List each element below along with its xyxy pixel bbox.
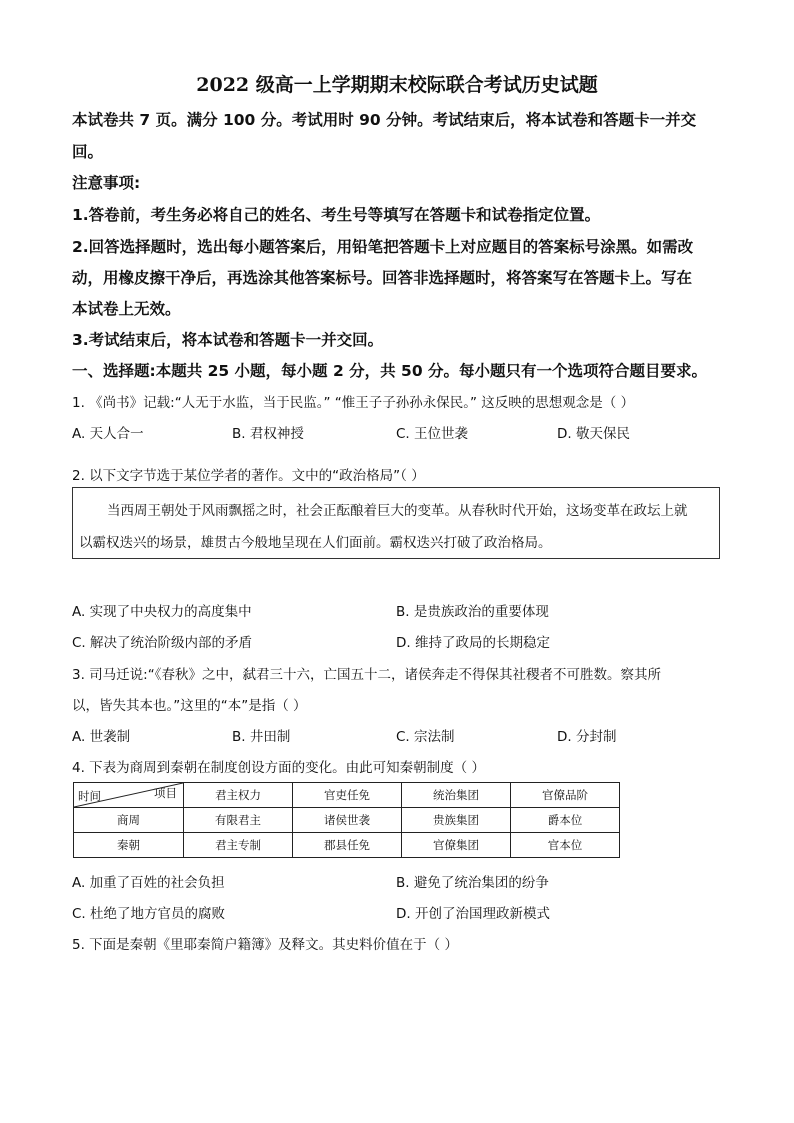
question-2-option-a[interactable]: A. 实现了中央权力的高度集中 — [72, 604, 252, 620]
section-1-heading: 一、选择题:本题共 25 小题，每小题 2 分，共 50 分。每小题只有一个选项符合题目要求。 — [72, 362, 708, 380]
question-1-option-c[interactable]: C. 王位世袭 — [396, 426, 469, 442]
table-cell: 郡县任免 — [293, 833, 402, 858]
question-4-option-d[interactable]: D. 开创了治国理政新模式 — [396, 906, 550, 922]
notes-heading: 注意事项: — [72, 174, 141, 192]
table-header-row — [74, 783, 620, 808]
quote-line-1: 当西周王朝处于风雨飘摇之时，社会正酝酿着巨大的变革。从春秋时代开始，这场变革在政坛上就 — [107, 503, 688, 519]
note-1: 1.答卷前，考生务必将自己的姓名、考生号等填写在答题卡和试卷指定位置。 — [72, 206, 601, 224]
question-2-quote-box — [72, 487, 720, 559]
question-1-option-d[interactable]: D. 敬天保民 — [557, 426, 630, 442]
note-3: 3.考试结束后，将本试卷和答题卡一并交回。 — [72, 331, 384, 349]
table-header: 统治集团 — [402, 783, 511, 808]
question-4-table — [73, 782, 620, 858]
exam-title: 2022 级高一上学期期末校际联合考试历史试题 — [196, 74, 598, 96]
question-2-option-c[interactable]: C. 解决了统治阶级内部的矛盾 — [72, 635, 253, 651]
intro-line-2: 回。 — [72, 143, 104, 161]
question-4-stem: 4. 下表为商周到秦朝在制度创设方面的变化。由此可知秦朝制度（ ） — [72, 760, 485, 776]
question-2-option-d[interactable]: D. 维持了政局的长期稳定 — [396, 635, 550, 651]
table-cell: 爵本位 — [511, 808, 620, 833]
note-2-line-2: 动，用橡皮擦干净后，再选涂其他答案标号。回答非选择题时，将答案写在答题卡上。写在 — [72, 269, 693, 287]
table-header: 官僚品阶 — [511, 783, 620, 808]
table-corner-cell — [74, 783, 184, 808]
note-2-line-1: 2.回答选择题时，选出每小题答案后，用铅笔把答题卡上对应题目的答案标号涂黑。如需改 — [72, 238, 694, 256]
table-cell: 君主专制 — [184, 833, 293, 858]
question-4-option-c[interactable]: C. 杜绝了地方官员的腐败 — [72, 906, 226, 922]
question-1-option-a[interactable]: A. 天人合一 — [72, 426, 144, 442]
question-3-option-c[interactable]: C. 宗法制 — [396, 729, 455, 745]
question-3-stem-line-2: 以，皆失其本也。”这里的“本”是指（ ） — [72, 698, 307, 714]
question-3-option-a[interactable]: A. 世袭制 — [72, 729, 131, 745]
table-cell: 诸侯世袭 — [293, 808, 402, 833]
table-cell: 官本位 — [511, 833, 620, 858]
question-3-option-b[interactable]: B. 井田制 — [232, 729, 291, 745]
quote-line-2: 以霸权迭兴的场景，雄贯古今般地呈现在人们面前。霸权迭兴打破了政治格局。 — [79, 535, 552, 551]
table-row — [74, 833, 620, 858]
table-cell: 有限君主 — [184, 808, 293, 833]
question-4-option-b[interactable]: B. 避免了统治集团的纷争 — [396, 875, 549, 891]
question-1-stem: 1. 《尚书》记载:“人无于水监，当于民监。” “惟王子子孙孙永保民。” 这反映的思想观念是（ ） — [72, 395, 635, 411]
intro-line-1: 本试卷共 7 页。满分 100 分。考试用时 90 分钟。考试结束后，将本试卷和答题卡一并交 — [72, 111, 697, 129]
question-5-stem: 5. 下面是秦朝《里耶秦简户籍簿》及释文。其史料价值在于（ ） — [72, 937, 458, 953]
table-header: 君主权力 — [184, 783, 293, 808]
question-2-stem: 2. 以下文字节选于某位学者的著作。文中的“政治格局”（ ） — [72, 468, 425, 484]
question-3-stem-line-1: 3. 司马迁说:“《春秋》之中，弑君三十六，亡国五十二，诸侯奔走不得保其社稷者不可胜数。察其所 — [72, 667, 661, 683]
question-1-option-b[interactable]: B. 君权神授 — [232, 426, 304, 442]
table-cell: 贵族集团 — [402, 808, 511, 833]
question-3-option-d[interactable]: D. 分封制 — [557, 729, 617, 745]
question-2-option-b[interactable]: B. 是贵族政治的重要体现 — [396, 604, 549, 620]
note-2-line-3: 本试卷上无效。 — [72, 300, 181, 318]
table-header: 官吏任免 — [293, 783, 402, 808]
corner-label-time: 时间 — [78, 789, 101, 803]
table-row — [74, 808, 620, 833]
corner-label-item: 项目 — [154, 786, 177, 800]
table-cell: 官僚集团 — [402, 833, 511, 858]
question-4-option-a[interactable]: A. 加重了百姓的社会负担 — [72, 875, 225, 891]
row-label: 商周 — [74, 808, 184, 833]
row-label: 秦朝 — [74, 833, 184, 858]
